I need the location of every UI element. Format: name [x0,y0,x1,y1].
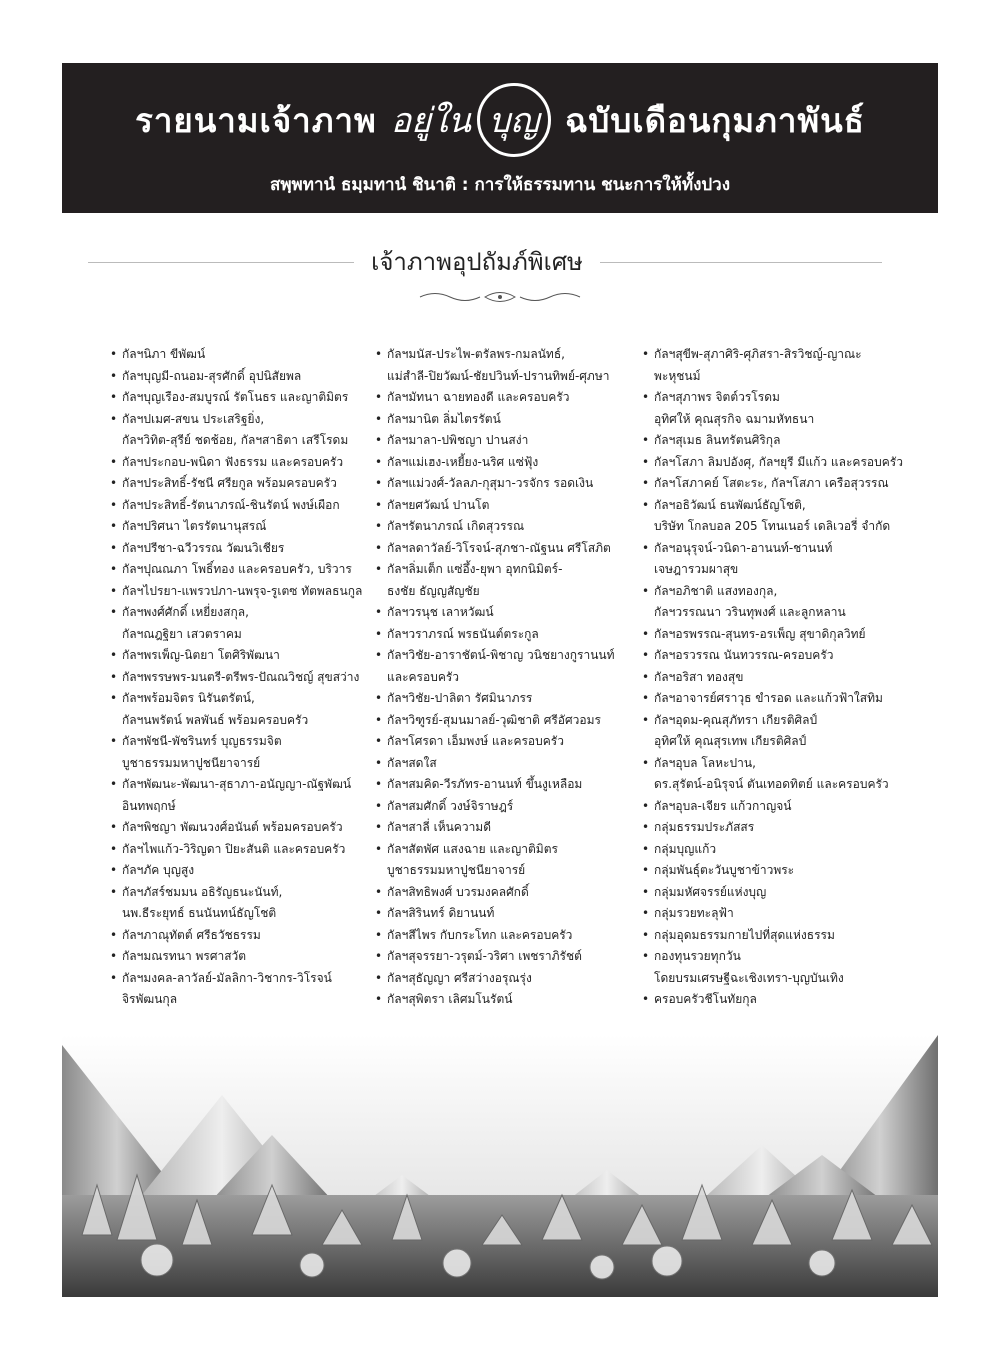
sponsor-name-continued: กัลฯวรรณนา วรินทุพงศ์ และลูกหลาน [654,605,846,619]
sponsor-name: • กัลฯประสิทธิ์-รัชนี ศรียกูล พร้อมครอบครัว [122,476,337,490]
sponsor-entry [110,860,372,882]
sponsor-entry [375,387,637,409]
sponsor-entry [642,581,904,624]
section-title: เจ้าภาพอุปถัมภ์พิเศษ [371,248,583,276]
sponsor-name: • กัลฯอริสา ทองสุข [654,669,744,684]
sponsor-entry [375,430,637,452]
sponsor-name: • กัลฯอุบล-เจียร แก้วกาญจน์ [654,798,792,813]
sponsor-entry [110,882,372,925]
sponsor-entry [642,882,904,904]
sponsor-entry [375,839,637,882]
sponsor-name: • กองทุนรวยทุกวัน [654,949,741,963]
sponsor-entry [642,538,904,581]
sponsor-entry [375,344,637,387]
sponsor-name: • กัลฯสิทธิพงศ์ บวรมงคลศักดิ์ [387,884,529,899]
sponsor-entry [375,817,637,839]
sponsor-name: • กัลฯอุดม-คุณสุภัทรา เกียรติศิลป์ [654,712,818,727]
sponsor-name: • กัลฯอภิชาติ แสงทองกุล, [654,583,778,598]
sponsor-name: • กัลฯลดาวัลย์-วิโรจน์-สุภชา-ณัฐนน ศรีโสภิต [387,540,611,555]
sponsor-entry [110,602,372,645]
sponsor-name: • กัลฯสุจรรยา-วรุตม์-วริศา เพชราภิรัชต์ [387,949,582,963]
sponsor-entry [642,452,904,474]
sponsor-entry [375,968,637,990]
sponsor-name-continued: และครอบครัว [387,669,460,684]
sponsor-name: • กลุ่มพันธุ์ตะวันบูชาข้าวพระ [654,863,795,877]
sponsor-entry [642,839,904,861]
sponsor-entry [375,624,637,646]
sponsor-name: • กัลฯพัฒนะ-พัฒนา-สุธาภา-อนัญญา-ณัฐพัฒน์ [122,777,352,791]
sponsor-name: • กัลฯสัตพัศ แสงฉาย และญาติมิตร [387,841,558,856]
sponsor-entry [375,774,637,796]
logo-circle: บุญ [477,83,551,157]
header-title-row [62,85,938,155]
sponsor-entry [375,753,637,775]
sponsor-entry [375,495,637,517]
sponsor-entry [375,538,637,560]
sponsor-name: • กัลฯรัตนาภรณ์ เกิดสุวรรณ [387,519,525,533]
sponsor-entry [642,344,904,387]
sponsor-entry [375,946,637,968]
sponsor-name: • กัลฯมงคล-ลาวัลย์-มัลลิกา-วิชากร-วิโรจน์ [122,970,332,985]
sponsor-entry [375,882,637,904]
sponsor-name: • กัลฯมนัส-ประไพ-ตรัลพร-กมลนัทธ์, [387,347,565,361]
sponsor-name: • กัลฯวรนุช เลาหวัฒน์ [387,605,494,619]
sponsor-entry [110,473,372,495]
sponsor-entry [642,817,904,839]
sponsor-name: • กัลฯไปรยา-แพรวปภา-นพรุจ-รูเตซ ทัตพลธนกูล [122,583,363,598]
sponsor-name-continued: นพ.ธีระยุทธ์ ธนนันทน์ธัญโชติ [122,906,277,920]
sponsor-name-continued: กัลฯณฎฐิยา เสวตราคม [122,626,242,641]
sponsor-entry [642,925,904,947]
sponsor-name: • กัลฯวิชัย-อาราชัตน์-พิชาญ วนิชยางกูรานนท์ [387,648,615,662]
sponsor-name: • กัลฯอุบล โลหะปาน, [654,755,756,770]
sponsor-entry [110,968,372,1011]
header-banner [62,63,938,213]
sponsor-name: • กัลฯแม่เฮง-เหยี้ยง-นริศ แซ่ฟุ้ง [387,454,539,469]
sponsor-name: • กัลฯวิชัย-ปาลิตา รัศมินาภรร [387,691,533,705]
sponsor-name: • กัลฯลิ่มเต็ก แซ่อึ้ง-ยุพา อุทกนิมิตร์- [387,562,563,576]
sponsor-entry [375,559,637,602]
sponsor-name: • กัลฯสุธัญญา ศรีสว่างอรุณรุ่ง [387,970,532,985]
header-subtitle: สพฺพทานํ ธมฺมทานํ ชินาติ : การให้ธรรมทาน ชนะการให้ทั้งปวง [269,175,731,195]
sponsor-name-continued: บูชาธรรมมหาปูชนียาจารย์ [122,755,261,770]
sponsor-entry [110,688,372,731]
sponsor-entry [375,645,637,688]
sponsor-column-1 [110,344,372,1011]
sponsor-name: • กัลฯไพแก้ว-วิริญดา ปิยะสันติ และครอบครัว [122,841,346,856]
sponsor-name-continued: บูชาธรรมมหาปูชนียาจารย์ [387,863,526,877]
sponsor-name: • กัลฯวราภรณ์ พรธนันต์ตระกูล [387,626,539,641]
sponsor-name: • กัลฯมณรทนา พรศาสวัต [122,949,247,963]
header-title-right: ฉบับเดือนกุมภาพันธ์ [564,100,865,140]
sponsor-entry [642,796,904,818]
sponsor-entry [110,516,372,538]
sponsor-name: • กัลฯปเมศ-สขน ประเสริฐยิ่ง, [122,411,265,426]
sponsor-name: • กัลฯบุญมี-ถนอม-สุรศักดิ์ อุปนิสัยพล [122,368,302,383]
sponsor-entry [642,645,904,667]
sponsor-entry [110,731,372,774]
sponsor-entry [110,581,372,603]
sponsor-name: • กัลฯอรพรรณ-สุนทร-อรเพ็ญ สุขาดิกุลวิทย์ [654,626,866,641]
sponsor-name-continued: บริษัท โกลบอล 205 โทนเนอร์ เดลิเวอรี่ จำกัด [654,519,891,533]
sponsor-entry [110,817,372,839]
sponsor-name-continued: อินทพฤกษ์ [122,798,176,813]
sponsor-entry [375,516,637,538]
sponsor-name-continued: กัลฯวิทิต-สุรีย์ ชดช้อย, กัลฯสาธิตา เสรีโรดม [122,433,349,447]
heading-rule-right [600,262,882,263]
sponsor-name-continued: อุทิศให้ คุณสุรกิจ ฉมามหัทธนา [654,411,815,426]
sponsor-entry [642,667,904,689]
sponsor-entry [375,989,637,1011]
sponsor-name: • กัลฯสิรินทร์ ดิยานนท์ [387,906,495,920]
sponsor-name: • กัลฯปริศนา ไตรรัตนานุสรณ์ [122,519,267,533]
sponsor-entry [375,796,637,818]
sponsor-name: • กัลฯอนุรุจน์-วนิดา-อานนท์-ชานนท์ [654,540,833,555]
sponsor-entry [642,387,904,430]
sponsor-name: • กลุ่มอุดมธรรมกายไปที่สุดแห่งธรรม [654,927,835,942]
magazine-logo [391,83,551,157]
sponsor-entry [642,710,904,753]
crystal-mountain-illustration [62,1035,938,1297]
sponsor-entry [110,839,372,861]
sponsor-name: • กลุ่มบุญแก้ว [654,841,717,856]
sponsor-name: • กัลฯภัค บุญสูง [122,863,195,877]
sponsor-name: • กัลฯประสิทธิ์-รัตนาภรณ์-ชินรัตน์ พงษ์เผือก [122,497,340,512]
sponsor-entry [375,925,637,947]
sponsor-column-2 [375,344,637,1011]
ornament-divider [415,290,585,304]
sponsor-entry [110,495,372,517]
sponsor-name-continued: โดยบรมเศรษฐีฉะเชิงเทรา-บุญบันเทิง [654,970,844,985]
sponsor-name-continued: เจษฎารวมผาสุข [654,562,739,576]
sponsor-name: • กัลฯพิชญา พัฒนวงศ์อนันต์ พร้อมครอบครัว [122,820,343,834]
sponsor-name: • กัลฯอาจารย์ศราวุธ ขำรอด และแก้วฟ้าใสทิม [654,691,883,705]
sponsor-name: • กัลฯภัสร์ชมมน อธิรัญธนะนันท์, [122,884,283,899]
heading-rule-left [88,262,354,263]
sponsor-entry [110,774,372,817]
sponsor-name-continued: จิรพัฒนกุล [122,992,178,1006]
sponsor-entry [642,688,904,710]
sponsor-name: • กลุ่มรวยทะลุฟ้า [654,906,734,920]
sponsor-name-continued: กัลฯนพรัตน์ พลพันธ์ พร้อมครอบครัว [122,712,309,727]
sponsor-name-continued: ธงชัย ธัญญสัญชัย [387,583,480,598]
sponsor-entry [642,430,904,452]
sponsor-entry [110,559,372,581]
sponsor-entry [642,860,904,882]
sponsor-name: • กัลฯสมคิด-วีรภัทร-อานนท์ ขึ้นงูเหลือม [387,777,583,791]
sponsor-name: • กัลฯมัทนา ฉายทองดี และครอบครัว [387,390,570,404]
sponsor-name: • กัลฯสุขีพ-สุภาศิริ-ศุภิสรา-สิรวิชญ์-ญาณะ [654,347,862,361]
sponsor-entry [110,452,372,474]
sponsor-name: • กัลฯพงศ์ศักดิ์ เหยี่ยงสกุล, [122,605,249,619]
sponsor-entry [375,688,637,710]
sponsor-name: • กัลฯพรรษพร-มนตรี-ตรีพร-ปัณณวิชญ์ สุขสว่าง [122,669,360,684]
sponsor-entry [642,473,904,495]
sponsor-name: • กัลฯสีไพร กับกระโทก และครอบครัว [387,927,573,942]
sponsor-name: • กัลฯภาณุทัตต์ ศรีธวัชธรรม [122,927,261,942]
sponsor-name: • กัลฯอธิวัฒน์ ธนพัฒน์ธัญโชติ, [654,497,806,512]
sponsor-name-continued: อุทิศให้ คุณสุรเทพ เกียรติศิลป์ [654,734,807,748]
sponsor-name: • กัลฯมานิต ลิ่มไตรรัตน์ [387,411,501,426]
sponsor-entry [375,452,637,474]
sponsor-name-continued: ดร.สุรัตน์-อนิรุจน์ ตันเทอดทิตย์ และครอบครัว [654,777,889,791]
sponsor-name: • กลุ่มธรรมประภัสสร [654,820,755,834]
sponsor-name-continued: พะหุชนม์ [654,368,701,383]
sponsor-name: • กัลฯสุเมธ ลินทรัตนศิริกุล [654,433,781,447]
sponsor-name: • กัลฯปุณณภา โพธิ์ทอง และครอบครัว, บริวาร [122,562,352,576]
sponsor-entry [110,645,372,667]
sponsor-entry [375,731,637,753]
sponsor-entry [375,602,637,624]
sponsor-name: • กัลฯอรวรรณ นันทวรรณ-ครอบครัว [654,648,834,662]
logo-word: อยู่ใน [390,101,471,141]
sponsor-entry [375,710,637,732]
sponsor-entry [642,903,904,925]
sponsor-name: • กัลฯพัชนี-พัชรินทร์ บุญธรรมจิต [122,734,282,748]
sponsor-name: • กัลฯสมศักดิ์ วงษ์จิราษฎร์ [387,798,514,813]
sponsor-name: • กัลฯนิภา ขีพัฒน์ [122,347,206,361]
sponsor-name: • กัลฯสาลี่ เห็นความดี [387,820,492,834]
sponsor-name: • กัลฯวิฑูรย์-สุมนมาลย์-วุฒิชาติ ศรีอัศวอมร [387,712,601,727]
section-heading [88,240,882,280]
sponsor-name: • กัลฯพร้อมจิตร นิรันตรัตน์, [122,691,255,705]
sponsor-column-3 [642,344,904,1011]
sponsor-entry [375,903,637,925]
sponsor-entry [642,989,904,1011]
sponsor-entry [110,925,372,947]
sponsor-entry [642,753,904,796]
sponsor-name: • กัลฯมาลา-ปพิชญา ปานสง่า [387,433,529,447]
sponsor-entry [375,409,637,431]
sponsor-name: • กัลฯโสภาคย์ โสตะระ, กัลฯโสภา เครือสุวรรณ [654,476,889,490]
header-title-left: รายนามเจ้าภาพ [135,100,377,140]
sponsor-name: • ครอบครัวชีโนทัยกุล [654,992,757,1006]
sponsor-name: • กัลฯสุภาพร จิตต์วรโรดม [654,390,780,404]
sponsor-entry [110,366,372,388]
sponsor-entry [642,495,904,538]
sponsor-entry [110,946,372,968]
sponsor-name: • กัลฯแม่วงศ์-วัลลภ-กุสุมา-วรจักร รอดเงิน [387,476,594,490]
sponsor-entry [642,624,904,646]
sponsor-name: • กัลฯสุพิตรา เลิศมโนรัตน์ [387,992,513,1006]
sponsor-name: • กลุ่มมหัศจรรย์แห่งบุญ [654,884,767,899]
sponsor-name: • กัลฯยศวัฒน์ ปานโต [387,497,490,512]
sponsor-entry [110,667,372,689]
sponsor-entry [110,538,372,560]
sponsor-name: • กัลฯปรีชา-ฉวีวรรณ วัฒนวิเชียร [122,540,285,555]
sponsor-name: • กัลฯพรเพ็ญ-นิตยา โตศิริพัฒนา [122,648,280,662]
sponsor-name: • กัลฯประกอบ-พนิดา ฟังธรรม และครอบครัว [122,454,344,469]
sponsor-entry [642,946,904,989]
sponsor-entry [375,473,637,495]
sponsor-name: • กัลฯสดใส [387,755,437,770]
sponsor-entry [110,409,372,452]
sponsor-name: • กัลฯบุญเรือง-สมบูรณ์ รัตโนธร และญาติมิตร [122,390,349,404]
sponsor-entry [110,387,372,409]
sponsor-entry [110,344,372,366]
sponsor-name: • กัลฯโสภา ลิมปอังศุ, กัลฯยุรี มีแก้ว และครอบครัว [654,454,903,469]
sponsor-name: • กัลฯโศรดา เอ็มพงษ์ และครอบครัว [387,734,564,748]
sponsor-name-continued: แม่สำลี-ปิยวัฒน์-ชัยปวินท์-ปรานทิพย์-ศุภษา [387,368,610,383]
